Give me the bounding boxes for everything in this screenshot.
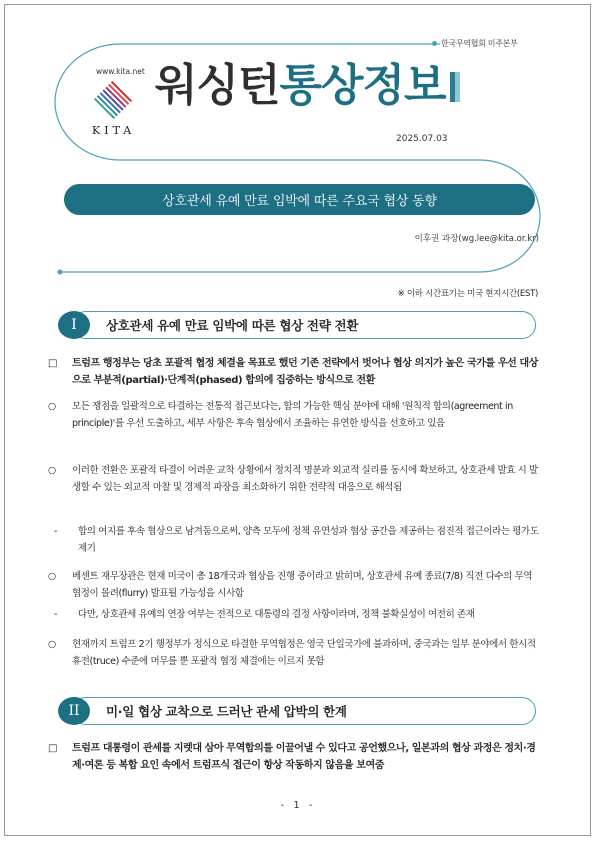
logo-text: KITA	[92, 124, 136, 137]
paragraph-square	[48, 740, 540, 774]
publication-title-part2: 통상정보	[279, 60, 446, 111]
report-title	[64, 184, 535, 215]
paragraph-dash	[54, 606, 540, 623]
time-note: ※ 이하 시간표기는 미국 현지시간(EST)	[397, 289, 538, 299]
paragraph-text: 이러한 전환은 포괄적 타결이 어려운 교착 상황에서 정치적 명분과 외교적 실리를 동시에 확보하고, 상호관세 발효 시 발생할 수 있는 외교적 마찰 및 경제적 파장을 최소화하기 위한 전략적 대응으로 해석됨	[72, 465, 538, 493]
paragraph-text: 모든 쟁점을 일괄적으로 타결하는 전통적 접근보다는, 합의 가능한 핵심 분야에 대해 '원칙적 합의(agreement in principle)'를 우선 도출하고, 세부 사항은 후속 협상에서 조율하는 유연한 방식을 선호하고 있음	[72, 401, 513, 429]
circle-bullet-icon: ○	[48, 571, 56, 582]
paragraph-circle	[48, 636, 540, 670]
organization-label	[432, 38, 518, 49]
kita-logo-icon	[90, 78, 136, 122]
author: 이후권 과장(wg.lee@kita.or.kr)	[414, 234, 539, 244]
section-title: 상호관세 유예 만료 임박에 따른 협상 전략 전환	[106, 318, 359, 333]
paragraph-dash	[54, 523, 540, 557]
circle-bullet-icon: ○	[48, 401, 56, 412]
organization-name: 한국무역협회 미주본부	[441, 39, 518, 48]
section-number: I	[58, 311, 90, 339]
publication-title	[155, 60, 460, 111]
paragraph-text: 트럼프 행정부는 당초 포괄적 협정 체결을 목표로 했던 기존 전략에서 벗어나 협상 의지가 높은 국가를 우선 대상으로 부분적(partial)·단계적(phased) 합의에 집중하는 방식으로 전환	[72, 358, 539, 386]
dash-bullet-icon: -	[54, 609, 58, 620]
section-heading-2	[58, 697, 347, 725]
paragraph-text: 현재까지 트럼프 2기 행정부가 정식으로 타결한 무역협정은 영국 단일국가에 불과하며, 중국과는 일부 분야에서 한시적 휴전(truce) 수준에 머무를 뿐 포괄적 협정 체결에는 이르지 못함	[72, 639, 536, 667]
publish-date: 2025.07.03	[396, 134, 448, 144]
circle-bullet-icon: ○	[48, 465, 56, 476]
paragraph-text: 트럼프 대통령이 관세를 지렛대 삼아 무역합의를 이끌어낼 수 있다고 공언했으나, 일본과의 협상 과정은 정치·경제·여론 등 복합 요인 속에서 트럼프식 접근이 항상 작동하지 않음을 보여줌	[72, 743, 536, 771]
bullet-dot-icon	[432, 41, 437, 46]
page-number: - 1 -	[280, 800, 316, 811]
paragraph-text: 베센트 재무장관은 현재 미국이 총 18개국과 협상을 진행 중이라고 밝히며, 상호관세 유예 종료(7/8) 직전 다수의 무역협정이 몰려(flurry) 발표될 가능성을 시사함	[72, 571, 533, 599]
paragraph-circle	[48, 462, 540, 496]
paragraph-text: 합의 여지를 후속 협상으로 남겨둠으로써, 양측 모두에 정책 유연성과 협상 공간을 제공하는 점진적 접근이라는 평가도 제기	[78, 526, 539, 554]
paragraph-text: 다만, 상호관세 유예의 연장 여부는 전적으로 대통령의 결정 사항이라며, 정책 불확실성이 여전히 존재	[78, 609, 475, 620]
square-bullet-icon: □	[48, 743, 58, 754]
section-number: II	[58, 697, 90, 725]
report-title-text: 상호관세 유예 만료 임박에 따른 주요국 협상 동향	[162, 194, 437, 209]
title-accent-bar	[450, 72, 460, 102]
circle-bullet-icon: ○	[48, 639, 56, 650]
section-title: 미·일 협상 교착으로 드러난 관세 압박의 한계	[106, 704, 347, 719]
paragraph-circle	[48, 568, 540, 602]
site-url: www.kita.net	[96, 67, 145, 76]
dash-bullet-icon: -	[54, 526, 58, 537]
paragraph-circle	[48, 398, 540, 432]
paragraph-square	[48, 355, 540, 389]
section-heading-1	[58, 311, 358, 339]
square-bullet-icon: □	[48, 358, 58, 369]
publication-title-part1: 워싱턴	[155, 60, 280, 111]
